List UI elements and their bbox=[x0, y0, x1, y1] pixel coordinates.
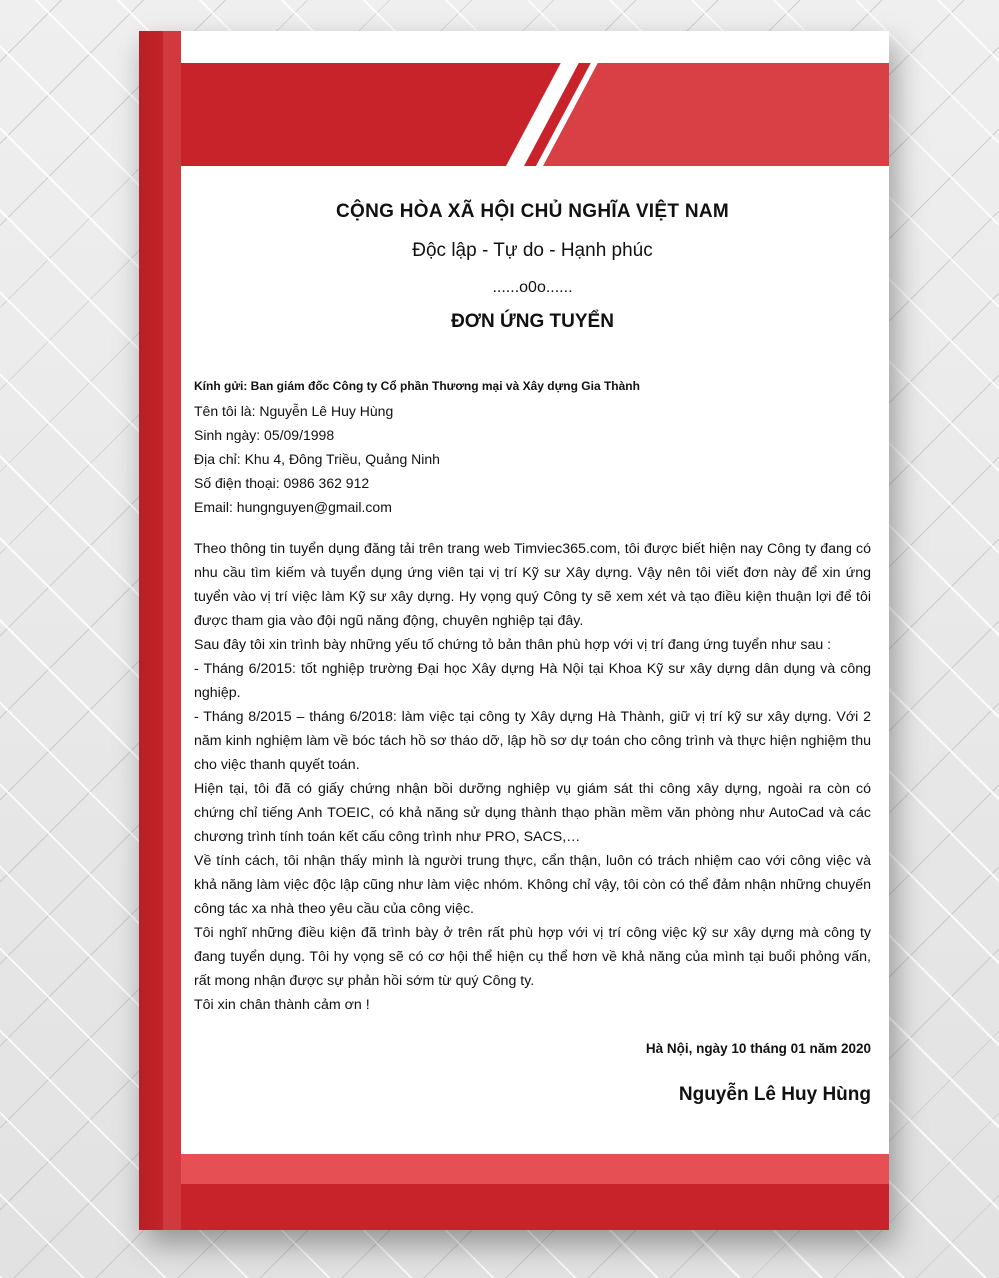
body-paragraph: Tôi nghĩ những điều kiện đã trình bày ở trên rất phù hợp với vị trí công việc kỹ sư xây dựng mà công ty đang tuyển dụng. Tôi hy vọng sẽ có cơ hội thể hiện cụ thể hơn về khả năng của mình tại buổi phỏng vấn, rất mong nhận được sự phản hồi sớm từ quý Công ty. bbox=[194, 925, 871, 989]
document-title: ĐƠN ỨNG TUYỂN bbox=[451, 311, 614, 332]
banner-light-panel bbox=[541, 63, 889, 166]
top-red-banner bbox=[181, 63, 889, 166]
info-phone: Số điện thoại: 0986 362 912 bbox=[194, 475, 370, 491]
closing-line: Tôi xin chân thành cảm ơn ! bbox=[194, 997, 370, 1013]
red-spine-decoration bbox=[139, 31, 181, 1230]
recipient-line: Kính gửi: Ban giám đốc Công ty Cổ phần Thương mại và Xây dựng Gia Thành bbox=[194, 379, 640, 393]
signature-name: Nguyễn Lê Huy Hùng bbox=[678, 1084, 871, 1105]
bottom-red-banner bbox=[181, 1154, 889, 1230]
body-paragraph: Theo thông tin tuyển dụng đăng tải trên trang web Timviec365.com, tôi được biết hiện nay Công ty đang có nhu cầu tìm kiếm và tuyển dụng ứng viên tại vị trí Kỹ sư Xây dựng. Vậy nên tôi viết đơn này để xin ứng tuyển vào vị trí việc làm Kỹ sư xây dựng. Hy vọng quý Công ty sẽ xem xét và tạo điều kiện thuận lợi để tôi được tham gia vào đội ngũ năng động, chuyên nghiệp tại đây. bbox=[194, 541, 871, 629]
date-line: Hà Nội, ngày 10 tháng 01 năm 2020 bbox=[645, 1041, 871, 1056]
nation-heading: CỘNG HÒA XÃ HỘI CHỦ NGHĨA VIỆT NAM bbox=[335, 201, 730, 222]
info-name: Tên tôi là: Nguyễn Lê Huy Hùng bbox=[194, 403, 394, 419]
divider-text: ......o0o...... bbox=[492, 279, 573, 296]
body-paragraph: Về tính cách, tôi nhận thấy mình là người trung thực, cẩn thận, luôn có trách nhiệm cao với công việc và khả năng làm việc độc lập cũng như làm việc nhóm. Không chỉ vậy, tôi còn có thể đảm nhận những chuyến công tác xa nhà theo yêu cầu của công việc. bbox=[194, 853, 871, 917]
letter-body bbox=[194, 537, 871, 1017]
applicant-info bbox=[194, 399, 440, 519]
info-birthdate: Sinh ngày: 05/09/1998 bbox=[194, 427, 335, 443]
info-email: Email: hungnguyen@gmail.com bbox=[194, 499, 392, 515]
motto: Độc lập - Tự do - Hạnh phúc bbox=[412, 240, 653, 261]
body-paragraph: - Tháng 8/2015 – tháng 6/2018: làm việc tại công ty Xây dựng Hà Thành, giữ vị trí kỹ sư xây dựng. Với 2 năm kinh nghiệm làm về bóc tách hồ sơ tháo dỡ, lập hồ sơ dự toán cho công trình và thực hiện nghiệm thu cho việc thanh quyết toán. bbox=[194, 709, 871, 773]
body-paragraph: - Tháng 6/2015: tốt nghiệp trường Đại học Xây dựng Hà Nội tại Khoa Kỹ sư xây dựng dân dụng và công nghiệp. bbox=[194, 661, 871, 701]
body-paragraph: Hiện tại, tôi đã có giấy chứng nhận bồi dưỡng nghiệp vụ giám sát thi công xây dựng, ngoài ra còn có chứng chỉ tiếng Anh TOEIC, có khả năng sử dụng thành thạo phần mềm văn phòng như AutoCad và các chương trình tính toán kết cấu công trình như PRO, SACS,… bbox=[194, 781, 871, 845]
application-letter-sheet bbox=[139, 31, 889, 1230]
info-address: Địa chỉ: Khu 4, Đông Triều, Quảng Ninh bbox=[194, 451, 440, 467]
body-paragraph: Sau đây tôi xin trình bày những yếu tố chứng tỏ bản thân phù hợp với vị trí đang ứng tuyển như sau : bbox=[194, 637, 832, 653]
